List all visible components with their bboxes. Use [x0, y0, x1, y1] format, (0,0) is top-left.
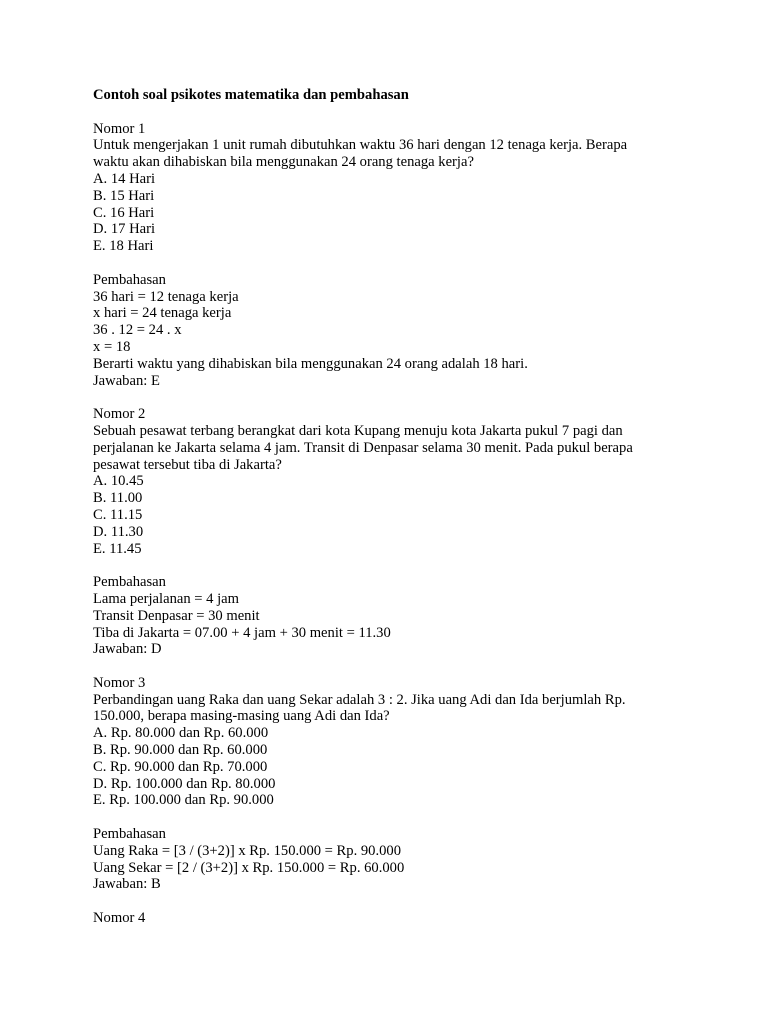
question-2 — [93, 406, 733, 658]
document-title: Contoh soal psikotes matematika dan pembahasan — [93, 87, 409, 103]
spacer — [93, 255, 733, 272]
answer-option: B. Rp. 90.000 dan Rp. 60.000 — [93, 742, 268, 759]
discussion-line: x = 18 — [93, 338, 131, 355]
discussion-line: 36 . 12 = 24 . x — [93, 322, 182, 339]
spacer — [93, 893, 733, 910]
answer-option: B. 15 Hari — [93, 187, 155, 204]
question-heading: Nomor 1 — [93, 120, 146, 137]
answer-option: C. 16 Hari — [93, 204, 155, 221]
discussion-line: Transit Denpasar = 30 menit — [93, 607, 260, 624]
spacer — [93, 658, 733, 675]
answer-option: A. Rp. 80.000 dan Rp. 60.000 — [93, 725, 269, 742]
discussion-line: Tiba di Jakarta = 07.00 + 4 jam + 30 menit = 11.30 — [93, 624, 391, 641]
spacer — [93, 104, 733, 121]
answer-option: D. 17 Hari — [93, 221, 156, 238]
question-3 — [93, 675, 733, 893]
discussion-line: Uang Sekar = [2 / (3+2)] x Rp. 150.000 = Rp. 60.000 — [93, 859, 405, 876]
spacer — [93, 557, 733, 574]
discussion-line: 36 hari = 12 tenaga kerja — [93, 288, 239, 305]
question-text-line: Sebuah pesawat terbang berangkat dari kota Kupang menuju kota Jakarta pukul 7 pagi dan — [93, 422, 623, 439]
discussion-line: Uang Raka = [3 / (3+2)] x Rp. 150.000 = Rp. 90.000 — [93, 842, 402, 859]
question-text-line: Perbandingan uang Raka dan uang Sekar adalah 3 : 2. Jika uang Adi dan Ida berjumlah Rp. — [93, 691, 626, 708]
question-text-line: Untuk mengerjakan 1 unit rumah dibutuhkan waktu 36 hari dengan 12 tenaga kerja. Berapa — [93, 137, 628, 154]
discussion-line: x hari = 24 tenaga kerja — [93, 305, 232, 322]
question-text-line: pesawat tersebut tiba di Jakarta? — [93, 456, 282, 473]
answer-option: E. 18 Hari — [93, 238, 154, 255]
question-text-line: waktu akan dihabiskan bila menggunakan 24 orang tenaga kerja? — [93, 154, 474, 171]
answer-option: E. Rp. 100.000 dan Rp. 90.000 — [93, 792, 274, 809]
discussion-heading: Pembahasan — [93, 271, 166, 288]
discussion-heading: Pembahasan — [93, 826, 166, 843]
discussion-line: Lama perjalanan = 4 jam — [93, 590, 239, 607]
answer-key: Jawaban: E — [93, 372, 160, 389]
spacer — [93, 809, 733, 826]
discussion-line: Berarti waktu yang dihabiskan bila menggunakan 24 orang adalah 18 hari. — [93, 355, 528, 372]
answer-option: C. 11.15 — [93, 506, 143, 523]
answer-option: D. 11.30 — [93, 523, 144, 540]
answer-option: D. Rp. 100.000 dan Rp. 80.000 — [93, 775, 276, 792]
answer-key: Jawaban: B — [93, 876, 161, 893]
answer-option: A. 10.45 — [93, 473, 144, 490]
spacer — [93, 389, 733, 406]
question-heading: Nomor 3 — [93, 674, 146, 691]
answer-key: Jawaban: D — [93, 641, 162, 658]
answer-option: A. 14 Hari — [93, 170, 156, 187]
answer-option: B. 11.00 — [93, 490, 143, 507]
discussion-heading: Pembahasan — [93, 574, 166, 591]
question-text-line: perjalanan ke Jakarta selama 4 jam. Transit di Denpasar selama 30 menit. Pada pukul berapa — [93, 439, 633, 456]
question-1 — [93, 121, 733, 390]
question-heading: Nomor 2 — [93, 406, 146, 423]
question-text-line: 150.000, berapa masing-masing uang Adi dan Ida? — [93, 708, 390, 725]
document-page — [93, 87, 733, 927]
answer-option: C. Rp. 90.000 dan Rp. 70.000 — [93, 758, 268, 775]
answer-option: E. 11.45 — [93, 540, 142, 557]
question-heading: Nomor 4 — [93, 910, 146, 927]
